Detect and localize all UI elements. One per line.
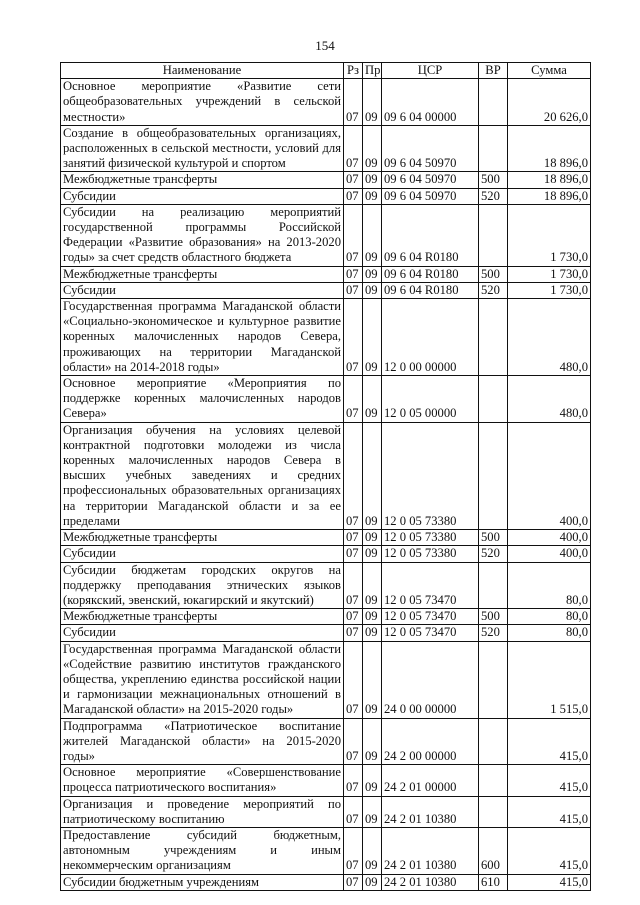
cell-rz: 07: [344, 204, 363, 266]
cell-sum: 415,0: [508, 765, 591, 796]
cell-sum: 415,0: [508, 718, 591, 765]
header-csr: ЦСР: [382, 63, 479, 79]
cell-vr: 520: [479, 282, 508, 298]
cell-vr: 500: [479, 609, 508, 625]
table-row: [61, 266, 591, 282]
table-row: [61, 546, 591, 562]
cell-pr: 09: [363, 530, 382, 546]
cell-csr: 24 2 00 00000: [382, 718, 479, 765]
cell-sum: 80,0: [508, 609, 591, 625]
cell-name: Организация и проведение мероприятий по патриотическому воспитанию: [61, 796, 344, 827]
cell-csr: 24 2 01 00000: [382, 765, 479, 796]
cell-rz: 07: [344, 530, 363, 546]
table-row: [61, 125, 591, 172]
cell-sum: 1 730,0: [508, 266, 591, 282]
cell-sum: 400,0: [508, 422, 591, 529]
cell-pr: 09: [363, 718, 382, 765]
cell-csr: 24 2 01 10380: [382, 874, 479, 890]
cell-rz: 07: [344, 827, 363, 874]
table-row: [61, 874, 591, 890]
cell-name: Основное мероприятие «Развитие сети общеобразовательных учреждений в сельской местности»: [61, 79, 344, 126]
cell-csr: 12 0 05 73380: [382, 422, 479, 529]
table-row: [61, 641, 591, 718]
table-row: [61, 609, 591, 625]
cell-pr: 09: [363, 204, 382, 266]
table-row: [61, 282, 591, 298]
cell-csr: 12 0 05 73380: [382, 530, 479, 546]
page-number: 154: [315, 38, 335, 53]
cell-csr: 09 6 04 50970: [382, 188, 479, 204]
cell-csr: 09 6 04 R0180: [382, 204, 479, 266]
cell-vr: [479, 204, 508, 266]
cell-rz: 07: [344, 641, 363, 718]
cell-sum: 80,0: [508, 562, 591, 609]
cell-sum: 18 896,0: [508, 172, 591, 188]
cell-rz: 07: [344, 188, 363, 204]
cell-rz: 07: [344, 874, 363, 890]
cell-pr: 09: [363, 609, 382, 625]
cell-csr: 12 0 05 73470: [382, 562, 479, 609]
cell-sum: 400,0: [508, 546, 591, 562]
cell-sum: 1 730,0: [508, 204, 591, 266]
cell-name: Субсидии: [61, 282, 344, 298]
cell-pr: 09: [363, 282, 382, 298]
cell-vr: 500: [479, 266, 508, 282]
cell-rz: 07: [344, 718, 363, 765]
cell-name: Субсидии: [61, 546, 344, 562]
cell-vr: 610: [479, 874, 508, 890]
cell-vr: 520: [479, 546, 508, 562]
cell-rz: 07: [344, 172, 363, 188]
table-row: [61, 299, 591, 376]
table-row: [61, 796, 591, 827]
cell-name: Межбюджетные трансферты: [61, 609, 344, 625]
cell-vr: [479, 79, 508, 126]
cell-csr: 12 0 05 00000: [382, 376, 479, 423]
budget-table: [60, 62, 591, 891]
cell-csr: 09 6 04 R0180: [382, 282, 479, 298]
cell-vr: 520: [479, 188, 508, 204]
cell-csr: 12 0 00 00000: [382, 299, 479, 376]
cell-rz: 07: [344, 562, 363, 609]
cell-rz: 07: [344, 546, 363, 562]
cell-name: Государственная программа Магаданской области «Содействие развитию институтов гражданского общества, укреплению единства российской нации и гармонизации межнациональных отношений в Магаданской области» на 2015-2020 годы»: [61, 641, 344, 718]
cell-vr: [479, 796, 508, 827]
cell-rz: 07: [344, 282, 363, 298]
table-row: [61, 204, 591, 266]
header-rz: Рз: [344, 63, 363, 79]
cell-rz: 07: [344, 79, 363, 126]
cell-pr: 09: [363, 562, 382, 609]
cell-name: Межбюджетные трансферты: [61, 266, 344, 282]
cell-rz: 07: [344, 299, 363, 376]
table-row: [61, 376, 591, 423]
cell-rz: 07: [344, 796, 363, 827]
table-row: [61, 79, 591, 126]
cell-pr: 09: [363, 299, 382, 376]
cell-name: Межбюджетные трансферты: [61, 172, 344, 188]
cell-vr: [479, 641, 508, 718]
cell-vr: [479, 422, 508, 529]
cell-vr: [479, 376, 508, 423]
cell-sum: 415,0: [508, 874, 591, 890]
table-row: [61, 188, 591, 204]
cell-name: Предоставление субсидий бюджетным, автономным учреждениям и иным некоммерческим организациям: [61, 827, 344, 874]
cell-pr: 09: [363, 796, 382, 827]
cell-csr: 24 0 00 00000: [382, 641, 479, 718]
cell-pr: 09: [363, 79, 382, 126]
header-pr: Пр: [363, 63, 382, 79]
cell-sum: 18 896,0: [508, 188, 591, 204]
header-name: Наименование: [61, 63, 344, 79]
cell-csr: 12 0 05 73470: [382, 625, 479, 641]
cell-csr: 12 0 05 73470: [382, 609, 479, 625]
cell-csr: 12 0 05 73380: [382, 546, 479, 562]
cell-csr: 09 6 04 50970: [382, 172, 479, 188]
header-row: [61, 63, 591, 79]
table-row: [61, 562, 591, 609]
cell-pr: 09: [363, 125, 382, 172]
cell-rz: 07: [344, 422, 363, 529]
cell-csr: 24 2 01 10380: [382, 796, 479, 827]
cell-pr: 09: [363, 765, 382, 796]
cell-sum: 1 515,0: [508, 641, 591, 718]
cell-name: Субсидии: [61, 625, 344, 641]
cell-pr: 09: [363, 188, 382, 204]
cell-sum: 18 896,0: [508, 125, 591, 172]
cell-name: Субсидии на реализацию мероприятий государственной программы Российской Федерации «Развитие образования» на 2013-2020 годы» за счет средств областного бюджета: [61, 204, 344, 266]
cell-name: Организация обучения на условиях целевой контрактной подготовки молодежи из числа коренных малочисленных народов Севера в высших учебных заведениях и средних профессиональных образовательных организациях на территории Магаданской области и за ее пределами: [61, 422, 344, 529]
cell-sum: 480,0: [508, 376, 591, 423]
table-row: [61, 172, 591, 188]
cell-csr: 09 6 04 00000: [382, 79, 479, 126]
cell-sum: 400,0: [508, 530, 591, 546]
cell-name: Государственная программа Магаданской области «Социально-экономическое и культурное развитие коренных малочисленных народов Севера, проживающих на территории Магаданской области» на 2014-2018 годы»: [61, 299, 344, 376]
table-row: [61, 765, 591, 796]
cell-sum: 415,0: [508, 827, 591, 874]
cell-rz: 07: [344, 625, 363, 641]
table-row: [61, 827, 591, 874]
cell-name: Субсидии бюджетам городских округов на поддержку преподавания этнических языков (корякский, эвенский, юкагирский и якутский): [61, 562, 344, 609]
cell-vr: [479, 125, 508, 172]
cell-vr: [479, 562, 508, 609]
cell-csr: 09 6 04 R0180: [382, 266, 479, 282]
table-row: [61, 422, 591, 529]
cell-name: Субсидии бюджетным учреждениям: [61, 874, 344, 890]
cell-name: Межбюджетные трансферты: [61, 530, 344, 546]
cell-name: Основное мероприятие «Совершенствование процесса патриотического воспитания»: [61, 765, 344, 796]
cell-pr: 09: [363, 546, 382, 562]
cell-name: Создание в общеобразовательных организациях, расположенных в сельской местности, условий для занятий физической культурой и спортом: [61, 125, 344, 172]
cell-sum: 480,0: [508, 299, 591, 376]
cell-pr: 09: [363, 172, 382, 188]
cell-sum: 415,0: [508, 796, 591, 827]
table-row: [61, 530, 591, 546]
cell-sum: 1 730,0: [508, 282, 591, 298]
cell-vr: [479, 299, 508, 376]
cell-rz: 07: [344, 125, 363, 172]
cell-vr: 600: [479, 827, 508, 874]
cell-pr: 09: [363, 641, 382, 718]
cell-name: Субсидии: [61, 188, 344, 204]
cell-vr: 520: [479, 625, 508, 641]
cell-pr: 09: [363, 827, 382, 874]
cell-rz: 07: [344, 609, 363, 625]
header-sum: Сумма: [508, 63, 591, 79]
cell-pr: 09: [363, 625, 382, 641]
cell-pr: 09: [363, 422, 382, 529]
cell-sum: 80,0: [508, 625, 591, 641]
header-vr: ВР: [479, 63, 508, 79]
cell-vr: [479, 718, 508, 765]
cell-vr: 500: [479, 172, 508, 188]
cell-pr: 09: [363, 874, 382, 890]
cell-rz: 07: [344, 765, 363, 796]
cell-rz: 07: [344, 266, 363, 282]
cell-name: Основное мероприятие «Мероприятия по поддержке коренных малочисленных народов Севера»: [61, 376, 344, 423]
cell-name: Подпрограмма «Патриотическое воспитание жителей Магаданской области» на 2015-2020 годы»: [61, 718, 344, 765]
cell-sum: 20 626,0: [508, 79, 591, 126]
table-row: [61, 625, 591, 641]
cell-csr: 09 6 04 50970: [382, 125, 479, 172]
cell-vr: 500: [479, 530, 508, 546]
cell-pr: 09: [363, 376, 382, 423]
cell-pr: 09: [363, 266, 382, 282]
cell-csr: 24 2 01 10380: [382, 827, 479, 874]
cell-rz: 07: [344, 376, 363, 423]
cell-vr: [479, 765, 508, 796]
table-row: [61, 718, 591, 765]
